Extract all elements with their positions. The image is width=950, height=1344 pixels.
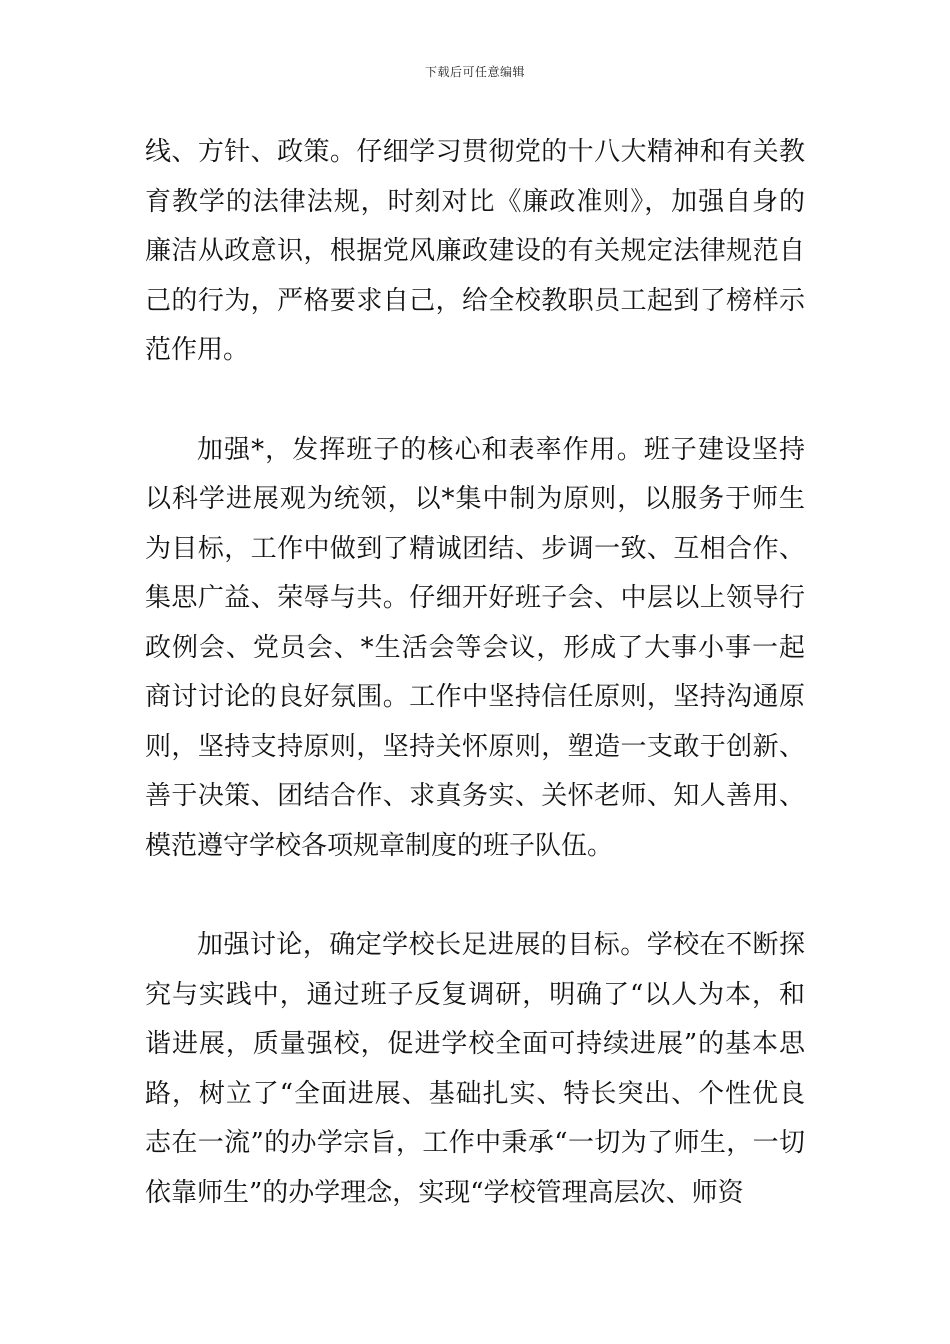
document-body (145, 128, 805, 1218)
page-header-note: 下载后可任意编辑 (424, 65, 525, 79)
paragraph-school-goals: 加强讨论，确定学校长足进展的目标。学校在不断探究与实践中，通过班子反复调研，明确了“以人为本，和谐进展，质量强校，促进学校全面可持续进展”的基本思路，树立了“全面进展、基础扎实、特长突出、个性优良志在一流”的办学宗旨，工作中秉承“一切为了师生，一切依靠师生”的办学理念，实现“学校管理高层次、师资 (145, 930, 805, 1208)
paragraph-leadership-team: 加强*，发挥班子的核心和表率作用。班子建设坚持以科学进展观为统领，以*集中制为原则，以服务于师生为目标，工作中做到了精诚团结、步调一致、互相合作、集思广益、荣辱与共。仔细开好班子会、中层以上领导行政例会、党员会、*生活会等会议，形成了大事小事一起商讨讨论的良好氛围。工作中坚持信任原则，坚持沟通原则，坚持支持原则，坚持关怀原则，塑造一支敢于创新、善于决策、团结合作、求真务实、关怀老师、知人善用、模范遵守学校各项规章制度的班子队伍。 (145, 434, 805, 861)
paragraph-continuation: 线、方针、政策。仔细学习贯彻党的十八大精神和有关教育教学的法律法规，时刻对比《廉政准则》，加强自身的廉洁从政意识，根据党风廉政建设的有关规定法律规范自己的行为，严格要求自己，给全校教职员工起到了榜样示范作用。 (145, 137, 805, 365)
